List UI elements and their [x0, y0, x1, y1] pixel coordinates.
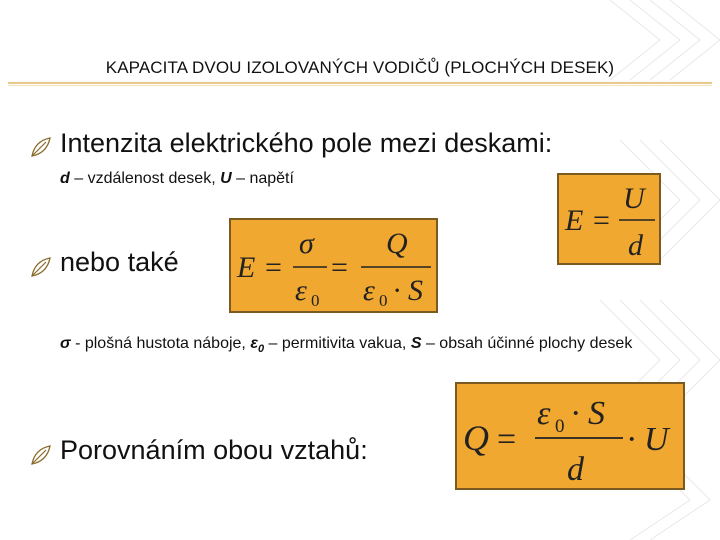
- title-divider-secondary: [8, 85, 712, 86]
- U-description: – napětí: [231, 170, 294, 187]
- f2-den-rest: · S: [393, 274, 423, 307]
- symbol-eps-sub: 0: [257, 343, 265, 356]
- title-divider: [8, 82, 712, 84]
- note-distance-voltage: [60, 166, 294, 192]
- f1-den: d: [628, 229, 643, 262]
- f3-eq: =: [497, 421, 517, 458]
- leaf-bullet-icon: [30, 256, 52, 278]
- symbol-sigma: σ: [60, 335, 71, 352]
- symbol-U: U: [220, 170, 232, 187]
- symbol-eps: ε: [250, 335, 258, 352]
- leaf-bullet-icon: [30, 444, 52, 466]
- f2-eq2: =: [331, 251, 348, 284]
- formula-e-equals-sigma-over-eps: [229, 218, 438, 313]
- eps-description: – permitivita vakua,: [264, 335, 411, 352]
- formula-q-equals: [455, 382, 685, 490]
- bullet-or-also: nebo také: [60, 247, 179, 277]
- leaf-bullet-icon: [30, 136, 52, 158]
- f1-eq: =: [593, 204, 610, 237]
- d-description: – vzdálenost desek,: [69, 170, 221, 187]
- slide-title: KAPACITA DVOU IZOLOVANÝCH VODIČŮ (PLOCHÝCH DESEK): [105, 58, 615, 77]
- f3-num-eps: ε: [537, 395, 551, 432]
- S-description: – obsah účinné plochy desek: [421, 335, 633, 352]
- f1-E: E: [565, 204, 584, 237]
- f2-Q: Q: [386, 227, 408, 260]
- note-sigma-eps-s: [60, 331, 680, 362]
- symbol-S: S: [410, 335, 422, 352]
- sigma-description: - plošná hustota náboje,: [70, 335, 251, 352]
- f3-den: d: [567, 451, 584, 488]
- f2-sigma: σ: [299, 227, 314, 260]
- f2-E: E: [237, 251, 256, 284]
- f1-num: U: [623, 182, 645, 215]
- f2-den-eps: ε: [363, 274, 375, 307]
- symbol-d: d: [60, 170, 70, 187]
- f2-den-sub: 0: [379, 291, 388, 310]
- f2-sub: 0: [311, 291, 320, 310]
- f3-num-rest: · S: [571, 395, 605, 432]
- bullet-intensity: Intenzita elektrického pole mezi deskami:: [60, 128, 553, 158]
- bullet-comparison: Porovnáním obou vztahů:: [60, 435, 368, 465]
- f3-num-sub: 0: [555, 416, 565, 437]
- f3-tail: · U: [627, 421, 669, 458]
- f2-eq1: =: [265, 251, 282, 284]
- f2-eps: ε: [295, 274, 307, 307]
- formula-e-equals-u-over-d: [557, 173, 661, 265]
- f3-Q: Q: [463, 418, 489, 458]
